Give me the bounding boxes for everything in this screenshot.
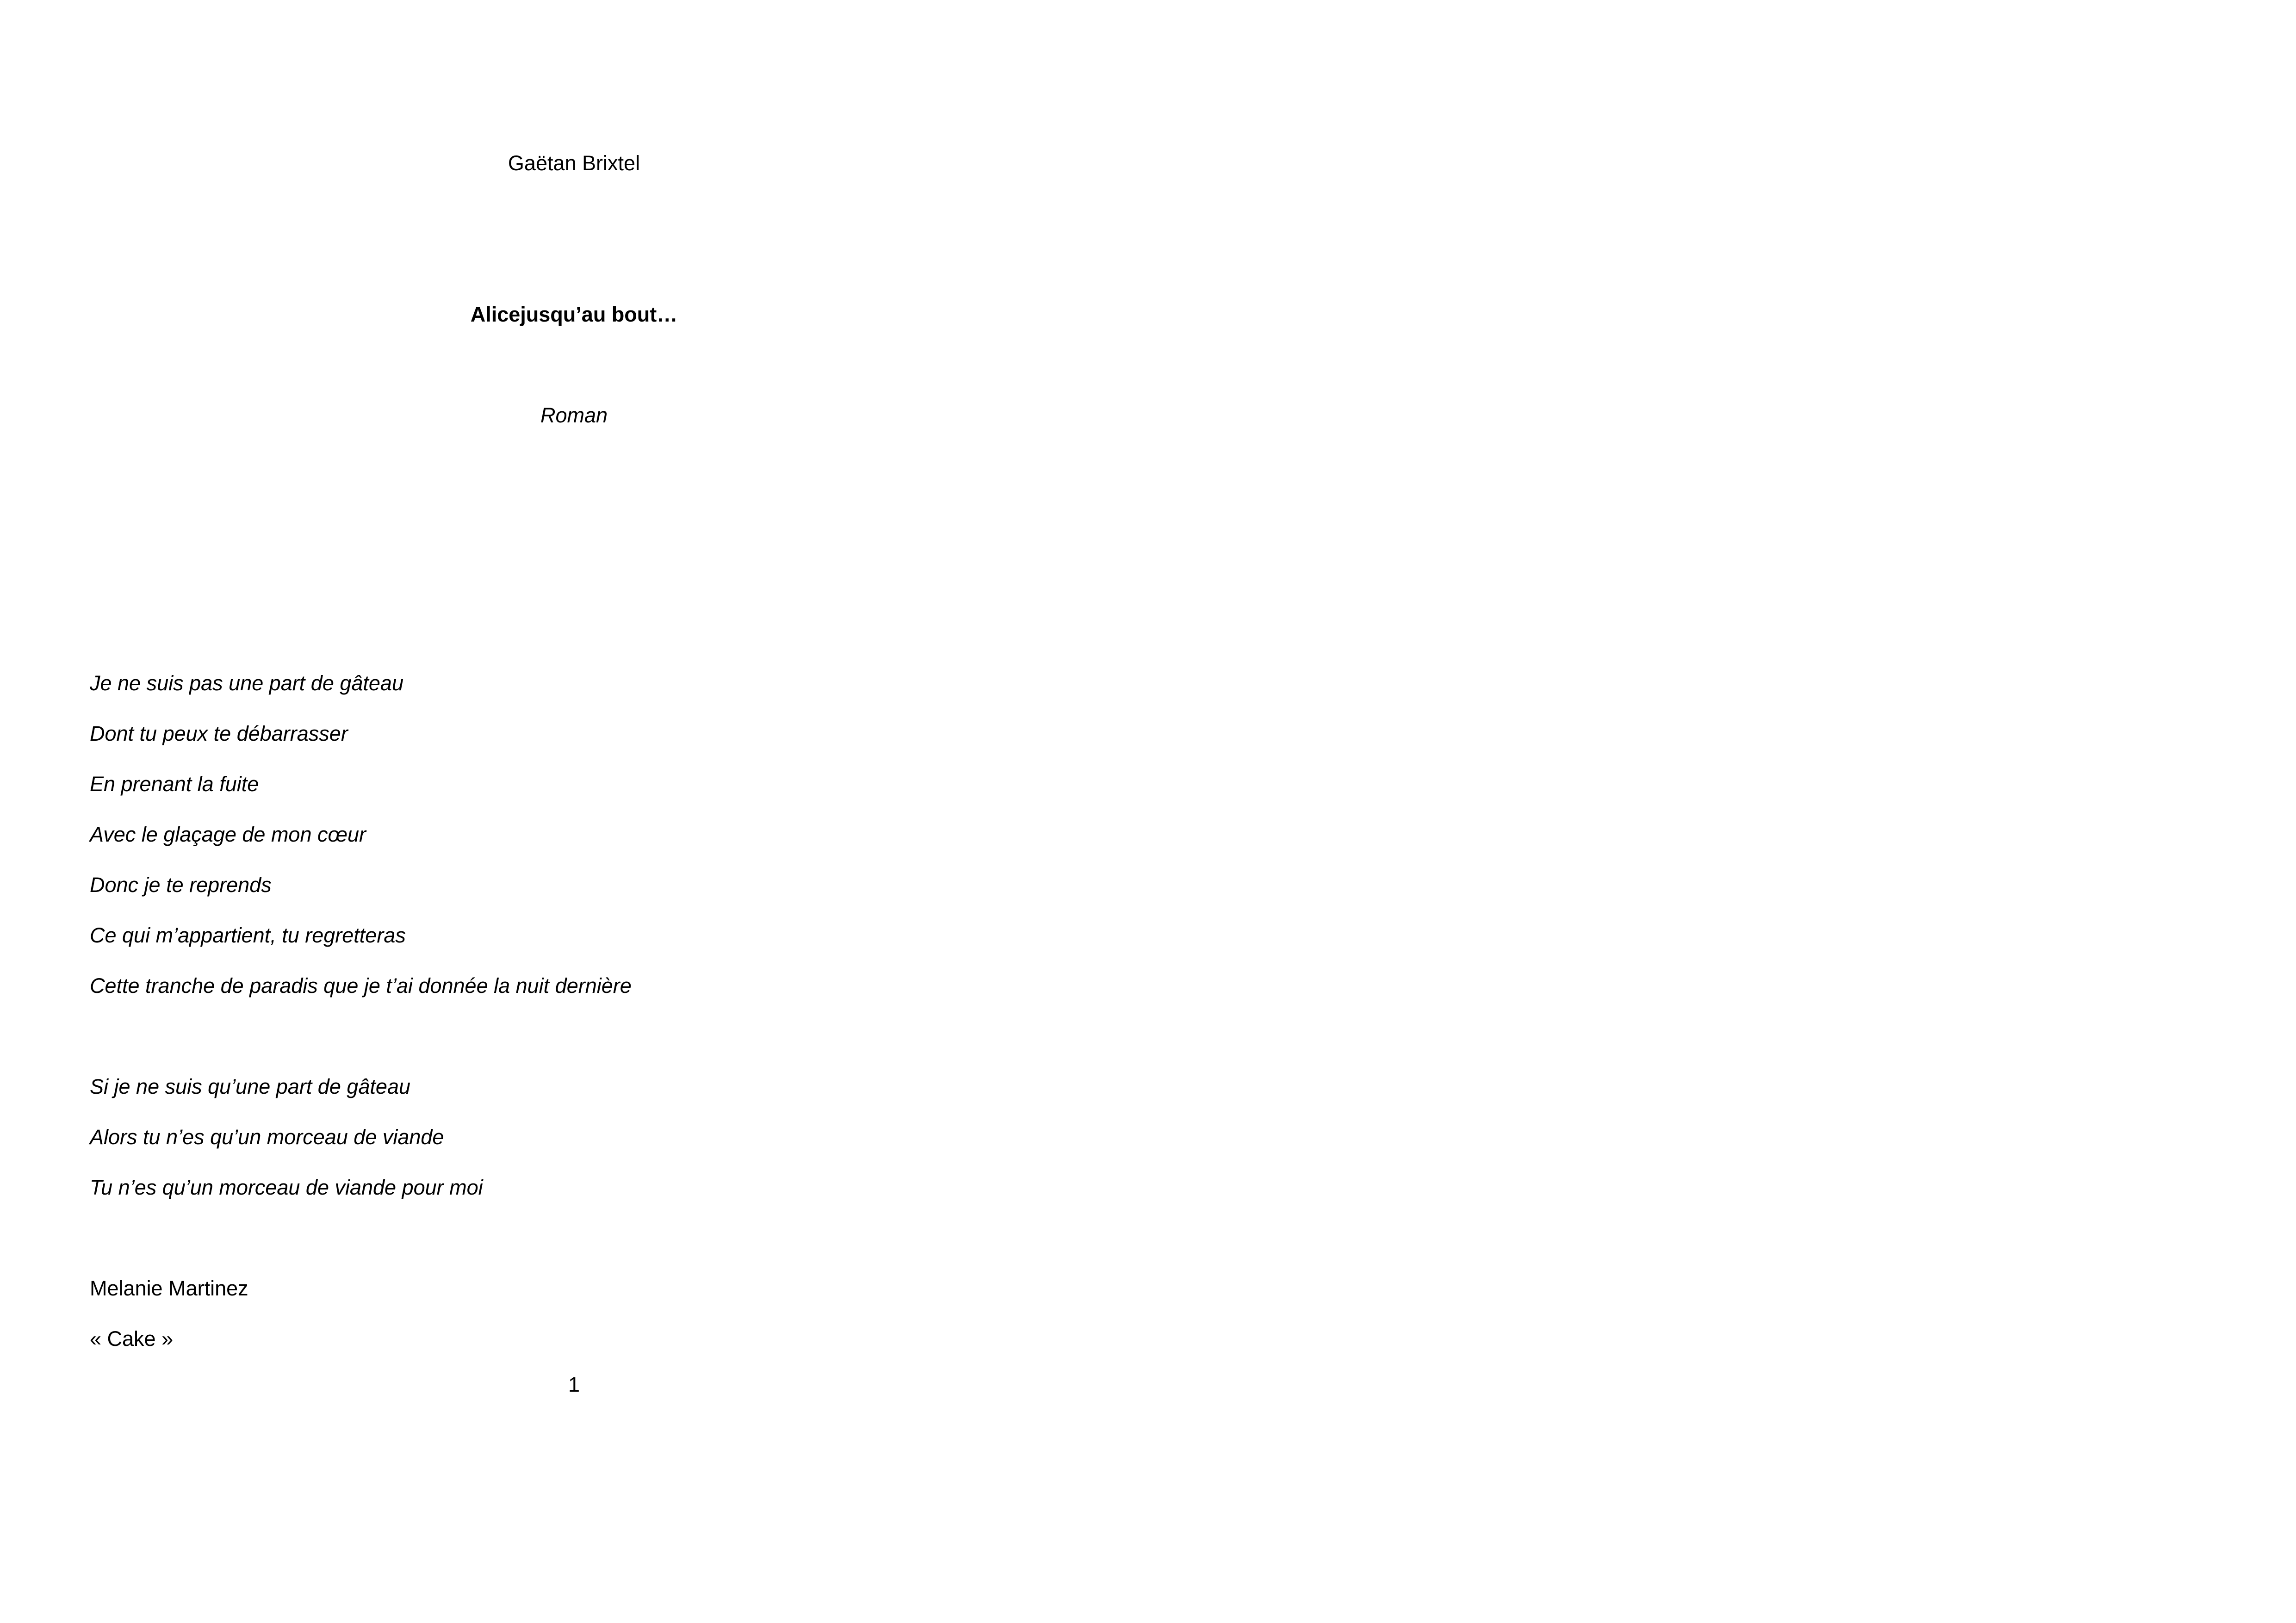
epigraph-artist: Melanie Martinez <box>90 1276 248 1300</box>
epigraph-line: Avec le glaçage de mon cœur <box>90 823 366 846</box>
epigraph-line: Je ne suis pas une part de gâteau <box>90 671 403 695</box>
epigraph-line: Donc je te reprends <box>90 873 272 897</box>
epigraph-line: Ce qui m’appartient, tu regretteras <box>90 923 406 947</box>
epigraph-line: Cette tranche de paradis que je t’ai donnée la nuit dernière <box>90 974 632 997</box>
book-genre: Roman <box>540 403 608 427</box>
author-name: Gaëtan Brixtel <box>508 151 640 175</box>
page-number: 1 <box>568 1373 580 1396</box>
epigraph-line: Alors tu n’es qu’un morceau de viande <box>90 1125 444 1149</box>
epigraph-song-title: « Cake » <box>90 1327 174 1350</box>
epigraph-line: Si je ne suis qu’une part de gâteau <box>90 1075 410 1098</box>
epigraph-line: Dont tu peux te débarrasser <box>90 722 348 745</box>
epigraph-line: Tu n’es qu’un morceau de viande pour moi <box>90 1176 483 1199</box>
book-title: Alicejusqu’au bout… <box>470 303 678 326</box>
epigraph-line: En prenant la fuite <box>90 772 259 796</box>
right-page <box>1148 0 2296 1623</box>
epigraph <box>90 670 1061 1376</box>
